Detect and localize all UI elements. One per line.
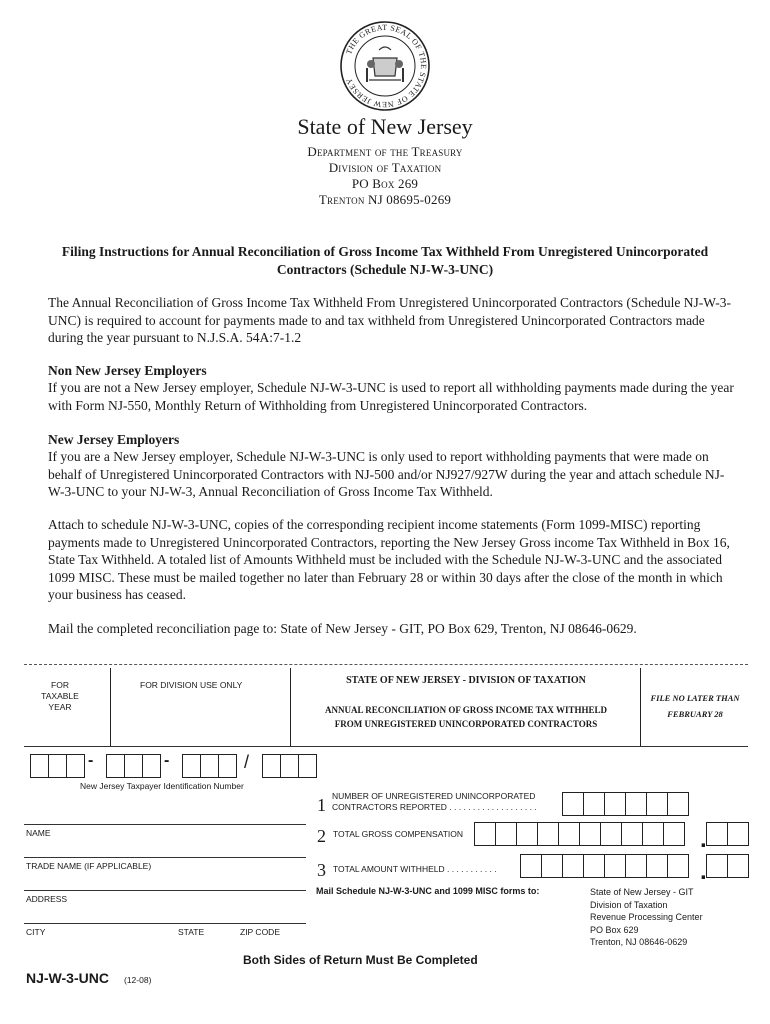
file-deadline: FILE NO LATER THAN FEBRUARY 28 bbox=[650, 693, 740, 719]
mail-schedule-label: Mail Schedule NJ-W-3-UNC and 1099 MISC forms to: bbox=[316, 886, 540, 896]
line-3-number: 3 bbox=[317, 860, 326, 880]
tear-line bbox=[24, 664, 748, 665]
taxpayer-id-label: New Jersey Taxpayer Identification Number bbox=[80, 781, 244, 791]
id-slash: / bbox=[244, 752, 250, 772]
state-seal bbox=[339, 20, 431, 112]
state-title: State of New Jersey bbox=[297, 114, 473, 139]
nj-heading: New Jersey Employers bbox=[48, 432, 180, 447]
id-field-group-1[interactable] bbox=[30, 754, 84, 778]
dept-line-4: Trenton NJ 08695-0269 bbox=[318, 192, 452, 207]
form-revision-date: (12-08) bbox=[124, 975, 152, 985]
non-nj-heading: Non New Jersey Employers bbox=[48, 363, 207, 378]
amount-withheld-field[interactable] bbox=[520, 854, 688, 878]
divider bbox=[290, 668, 291, 746]
nj-text: If you are a New Jersey employer, Schedule NJ-W-3-UNC is only used to report withholding payments that were made on behalf of Unregistered Unincorporated Contractors with NJ-500 and/or NJ927/927W during the year and attach schedule NJ-W-3-UNC to your NJ-W-3, Annual Reconciliation of Gross Income Tax Withheld. bbox=[48, 449, 725, 499]
form-header-bottom-rule bbox=[24, 746, 748, 747]
trade-name-line[interactable] bbox=[24, 857, 306, 858]
mail-address: State of New Jersey - GIT Division of Taxation Revenue Processing Center PO Box 629 Trenton, NJ 08646-0629 bbox=[590, 887, 703, 947]
dept-line-3: PO Box 269 bbox=[351, 176, 419, 191]
line-1-label: NUMBER OF UNREGISTERED UNINCORPORATED CONTRACTORS REPORTED . . . . . . . . . . . . . . . . . . . bbox=[332, 791, 537, 812]
state-division-heading: STATE OF NEW JERSEY - DIVISION OF TAXATION bbox=[346, 675, 586, 686]
state-label: STATE bbox=[178, 927, 205, 937]
line-2-number: 2 bbox=[317, 826, 326, 846]
intro-paragraph: The Annual Reconciliation of Gross Income Tax Withheld From Unregistered Unincorporated Contractors (Schedule NJ-W-3-UNC) is required to account for payments made to and tax withheld from Unregistered Unincorporated Contractors made during the year pursuant to N.J.S.A. 54A:7-1.2 bbox=[48, 295, 731, 345]
city-line[interactable] bbox=[24, 923, 306, 924]
mail-paragraph: Mail the completed reconciliation page to: State of New Jersey - GIT, PO Box 629, Trenton, NJ 08646-0629. bbox=[48, 621, 637, 636]
dept-line-1: Department of the Treasury bbox=[307, 144, 463, 159]
amount-withheld-cents-field[interactable] bbox=[706, 854, 748, 878]
taxable-year-label: FOR TAXABLE YEAR bbox=[41, 680, 79, 712]
id-dash-2: - bbox=[164, 752, 170, 769]
divider bbox=[110, 668, 111, 746]
address-line[interactable] bbox=[24, 890, 306, 891]
gross-compensation-cents-field[interactable] bbox=[706, 822, 748, 846]
line-3-label: TOTAL AMOUNT WITHHELD . . . . . . . . . . . bbox=[333, 864, 497, 874]
both-sides-notice: Both Sides of Return Must Be Completed bbox=[243, 953, 478, 967]
address-label: ADDRESS bbox=[26, 894, 68, 904]
decimal-point: . bbox=[700, 826, 707, 853]
gross-compensation-field[interactable] bbox=[474, 822, 684, 846]
id-field-group-2[interactable] bbox=[106, 754, 160, 778]
non-nj-text: If you are not a New Jersey employer, Schedule NJ-W-3-UNC is used to report all withholding payments made during the year with Form NJ-550, Monthly Return of Withholding from Unregistered Unincorporated Contractors. bbox=[48, 380, 734, 413]
id-suffix-field[interactable] bbox=[262, 754, 316, 778]
id-field-group-3[interactable] bbox=[182, 754, 236, 778]
form-id: NJ-W-3-UNC bbox=[26, 970, 109, 986]
instructions-title: Filing Instructions for Annual Reconciliation of Gross Income Tax Withheld From Unregistered Unincorporated Contractors (Schedule NJ-W-3-UNC) bbox=[61, 244, 709, 277]
name-line[interactable] bbox=[24, 824, 306, 825]
seal-text: THE GREAT SEAL OF THE STATE OF NEW JERSEY bbox=[344, 22, 429, 110]
divider bbox=[640, 668, 641, 746]
name-label: NAME bbox=[26, 828, 51, 838]
id-dash-1: - bbox=[88, 752, 94, 769]
division-use-label: FOR DIVISION USE ONLY bbox=[140, 680, 243, 690]
contractors-count-field[interactable] bbox=[562, 792, 688, 816]
city-label: CITY bbox=[26, 927, 46, 937]
zip-label: ZIP CODE bbox=[240, 927, 280, 937]
line-2-label: TOTAL GROSS COMPENSATION bbox=[333, 829, 464, 839]
annual-recon-heading: ANNUAL RECONCILIATION OF GROSS INCOME TAX WITHHELD FROM UNREGISTERED UNINCORPORATED CONTRACTORS bbox=[324, 705, 608, 729]
line-1-number: 1 bbox=[317, 795, 326, 815]
trade-name-label: TRADE NAME (IF APPLICABLE) bbox=[26, 861, 152, 871]
dept-line-2: Division of Taxation bbox=[328, 160, 442, 175]
attach-paragraph: Attach to schedule NJ-W-3-UNC, copies of the corresponding recipient income statements (Form 1099-MISC) reporting payments made to Unregistered Unincorporated Contractors, reporting the New Jersey Gross income Tax Withheld in Box 16, State Tax Withheld. A totaled list of Amounts Withheld must be included with the Schedule NJ-W-3-UNC and the associated 1099 MISC. These must be mailed together no later than February 28 or within 30 days after the close of the month in which your business has ceased. bbox=[48, 517, 730, 602]
decimal-point: . bbox=[700, 858, 707, 885]
